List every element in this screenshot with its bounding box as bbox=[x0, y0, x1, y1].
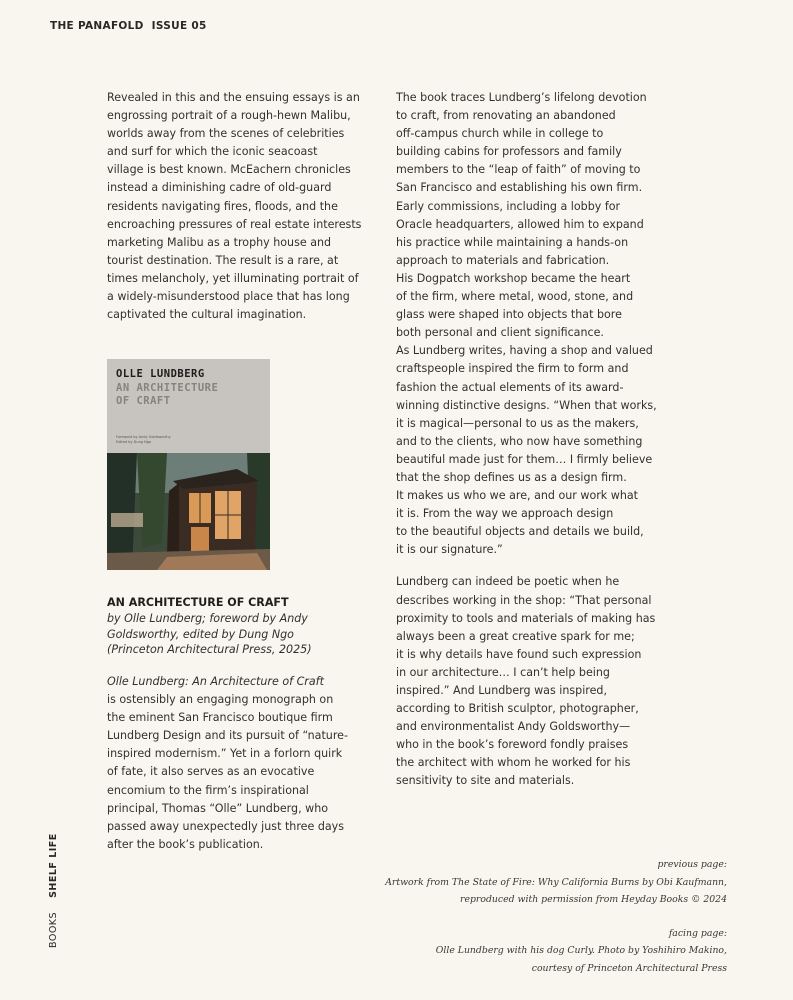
text-line: winning distinctive designs. “When that works, bbox=[396, 398, 657, 412]
publication-name: THE PANAFOLD bbox=[50, 20, 144, 32]
text-line: off-campus church while in college to bbox=[396, 127, 604, 141]
credit-line: by Olle Lundberg; foreword by Andy bbox=[107, 612, 308, 625]
text-line: the eminent San Francisco boutique firm bbox=[107, 711, 333, 725]
text-line: principal, Thomas “Olle” Lundberg, who bbox=[107, 801, 329, 815]
text-line: and to the clients, who now have something bbox=[396, 434, 643, 448]
text-line: of fate, it also serves as an evocative bbox=[107, 765, 315, 779]
intro-paragraph bbox=[107, 89, 369, 324]
text-line: in our architecture… I can’t help being bbox=[396, 665, 610, 679]
caption-label: previous page: bbox=[657, 859, 727, 870]
text-line: and environmentalist Andy Goldsworthy— bbox=[396, 720, 631, 734]
text-line: sensitivity to site and materials. bbox=[396, 774, 575, 788]
text-line: Oracle headquarters, allowed him to expand bbox=[396, 217, 644, 231]
caption-line: Artwork from The State of Fire: Why California Burns by Obi Kaufmann, bbox=[385, 876, 727, 888]
text-line: after the book’s publication. bbox=[107, 837, 264, 851]
caption-label: facing page: bbox=[668, 927, 727, 939]
text-line: it is. From the way we approach design bbox=[396, 507, 614, 521]
text-line: passed away unexpectedly just three days bbox=[107, 819, 344, 833]
text-line: glass were shaped into objects that bore bbox=[396, 308, 622, 322]
text-line: It makes us who we are, and our work what bbox=[396, 489, 639, 503]
text-line: to the beautiful objects and details we build, bbox=[396, 525, 644, 539]
right-column bbox=[396, 89, 671, 791]
text-line: it is our signature.” bbox=[396, 543, 503, 557]
text-line: Early commissions, including a lobby for bbox=[396, 199, 621, 213]
caption-line: courtesy of Princeton Architectural Press bbox=[531, 962, 727, 974]
cover-author: OLLE LUNDBERG bbox=[116, 368, 205, 380]
photo-captions bbox=[347, 856, 727, 977]
right-paragraph-1 bbox=[396, 89, 671, 559]
text-line: members to the “leap of faith” of moving to bbox=[396, 163, 641, 177]
text-line: of the firm, where metal, wood, stone, and bbox=[396, 290, 634, 304]
caption-line: Olle Lundberg with his dog Curly. Photo by Yoshihiro Makino, bbox=[435, 945, 727, 956]
text-line: a widely-misunderstood place that has long bbox=[107, 290, 350, 304]
review-book-title: Olle Lundberg: An Architecture of Craft bbox=[107, 675, 324, 688]
cover-title bbox=[116, 382, 218, 408]
text-line: instead a diminishing cadre of old-guard bbox=[107, 181, 332, 195]
text-line: beautiful made just for them… I firmly believe bbox=[396, 452, 653, 466]
text-line: who in the book’s foreword fondly praises bbox=[396, 738, 629, 752]
text-line: inspired.” And Lundberg was inspired, bbox=[396, 684, 607, 697]
section-label bbox=[48, 833, 59, 948]
text-line: craftspeople inspired the firm to form and bbox=[396, 362, 629, 376]
review-paragraph bbox=[107, 673, 369, 854]
text-line: His Dogpatch workshop became the heart bbox=[396, 271, 631, 285]
cover-credit bbox=[116, 435, 171, 445]
text-line: describes working in the shop: “That personal bbox=[396, 593, 652, 607]
text-line: tourist destination. The result is a rare, at bbox=[107, 253, 339, 267]
text-line: San Francisco and establishing his own firm. bbox=[396, 181, 643, 195]
text-line: Lundberg can indeed be poetic when he bbox=[396, 575, 620, 589]
text-line: inspired modernism.” Yet in a forlorn quirk bbox=[107, 747, 343, 761]
cover-title-line: AN ARCHITECTURE bbox=[116, 382, 219, 394]
text-line: engrossing portrait of a rough-hewn Malibu, bbox=[107, 109, 351, 123]
book-cover-header bbox=[107, 359, 270, 453]
right-paragraph-2 bbox=[396, 573, 671, 790]
text-line: The book traces Lundberg’s lifelong devotion bbox=[396, 91, 647, 104]
facing-page-caption bbox=[347, 925, 727, 978]
credit-line: (Princeton Architectural Press, 2025) bbox=[107, 643, 312, 656]
cover-title-line: OF CRAFT bbox=[116, 395, 171, 407]
text-line: his practice while maintaining a hands-on bbox=[396, 235, 629, 249]
text-line: As Lundberg writes, having a shop and valued bbox=[396, 344, 653, 358]
text-line: both personal and client significance. bbox=[396, 326, 604, 340]
text-line: encomium to the firm’s inspirational bbox=[107, 783, 309, 797]
text-line: worlds away from the scenes of celebrities bbox=[107, 127, 345, 141]
credit-line: Goldsworthy, edited by Dung Ngo bbox=[107, 627, 294, 641]
subsection-name: SHELF LIFE bbox=[48, 833, 59, 898]
text-line: building cabins for professors and family bbox=[396, 145, 622, 159]
text-line: times melancholy, yet illuminating portrait of bbox=[107, 271, 359, 285]
masthead bbox=[50, 20, 207, 32]
text-line: fashion the actual elements of its award- bbox=[396, 380, 624, 394]
book-cover-image bbox=[107, 359, 270, 570]
cover-photo bbox=[107, 453, 270, 570]
text-line: and surf for which the iconic seacoast bbox=[107, 145, 318, 159]
text-line: is ostensibly an engaging monograph on bbox=[107, 693, 334, 707]
text-line: marketing Malibu as a trophy house and bbox=[107, 235, 332, 249]
previous-page-caption bbox=[347, 856, 727, 909]
text-line: it is magical—personal to us as the makers, bbox=[396, 416, 639, 430]
text-line: it is why details have found such expression bbox=[396, 647, 642, 661]
book-credit bbox=[107, 611, 369, 658]
text-line: village is best known. McEachern chronicles bbox=[107, 163, 351, 177]
cover-credit-line: Edited by Dung Ngo bbox=[116, 440, 152, 444]
text-line: proximity to tools and materials of making has bbox=[396, 611, 656, 625]
text-line: that the shop defines us as a design firm. bbox=[396, 470, 627, 484]
text-line: according to British sculptor, photographer, bbox=[396, 702, 639, 716]
text-line: approach to materials and fabrication. bbox=[396, 253, 610, 267]
section-name: BOOKS bbox=[48, 911, 59, 948]
text-line: Lundberg Design and its pursuit of “nature- bbox=[107, 729, 348, 743]
text-line: Revealed in this and the ensuing essays is an bbox=[107, 91, 360, 104]
text-line: always been a great creative spark for me; bbox=[396, 629, 635, 643]
text-line: the architect with whom he worked for his bbox=[396, 756, 631, 770]
text-line: captivated the cultural imagination. bbox=[107, 308, 307, 322]
issue-number: ISSUE 05 bbox=[151, 20, 207, 32]
text-line: to craft, from renovating an abandoned bbox=[396, 109, 616, 123]
caption-line: reproduced with permission from Heyday Books © 2024 bbox=[460, 894, 727, 905]
book-title: AN ARCHITECTURE OF CRAFT bbox=[107, 596, 289, 609]
text-line: residents navigating fires, floods, and the bbox=[107, 199, 338, 213]
text-line: encroaching pressures of real estate interests bbox=[107, 217, 362, 231]
cover-credit-line: Foreword by Andy Goldsworthy bbox=[116, 435, 171, 439]
